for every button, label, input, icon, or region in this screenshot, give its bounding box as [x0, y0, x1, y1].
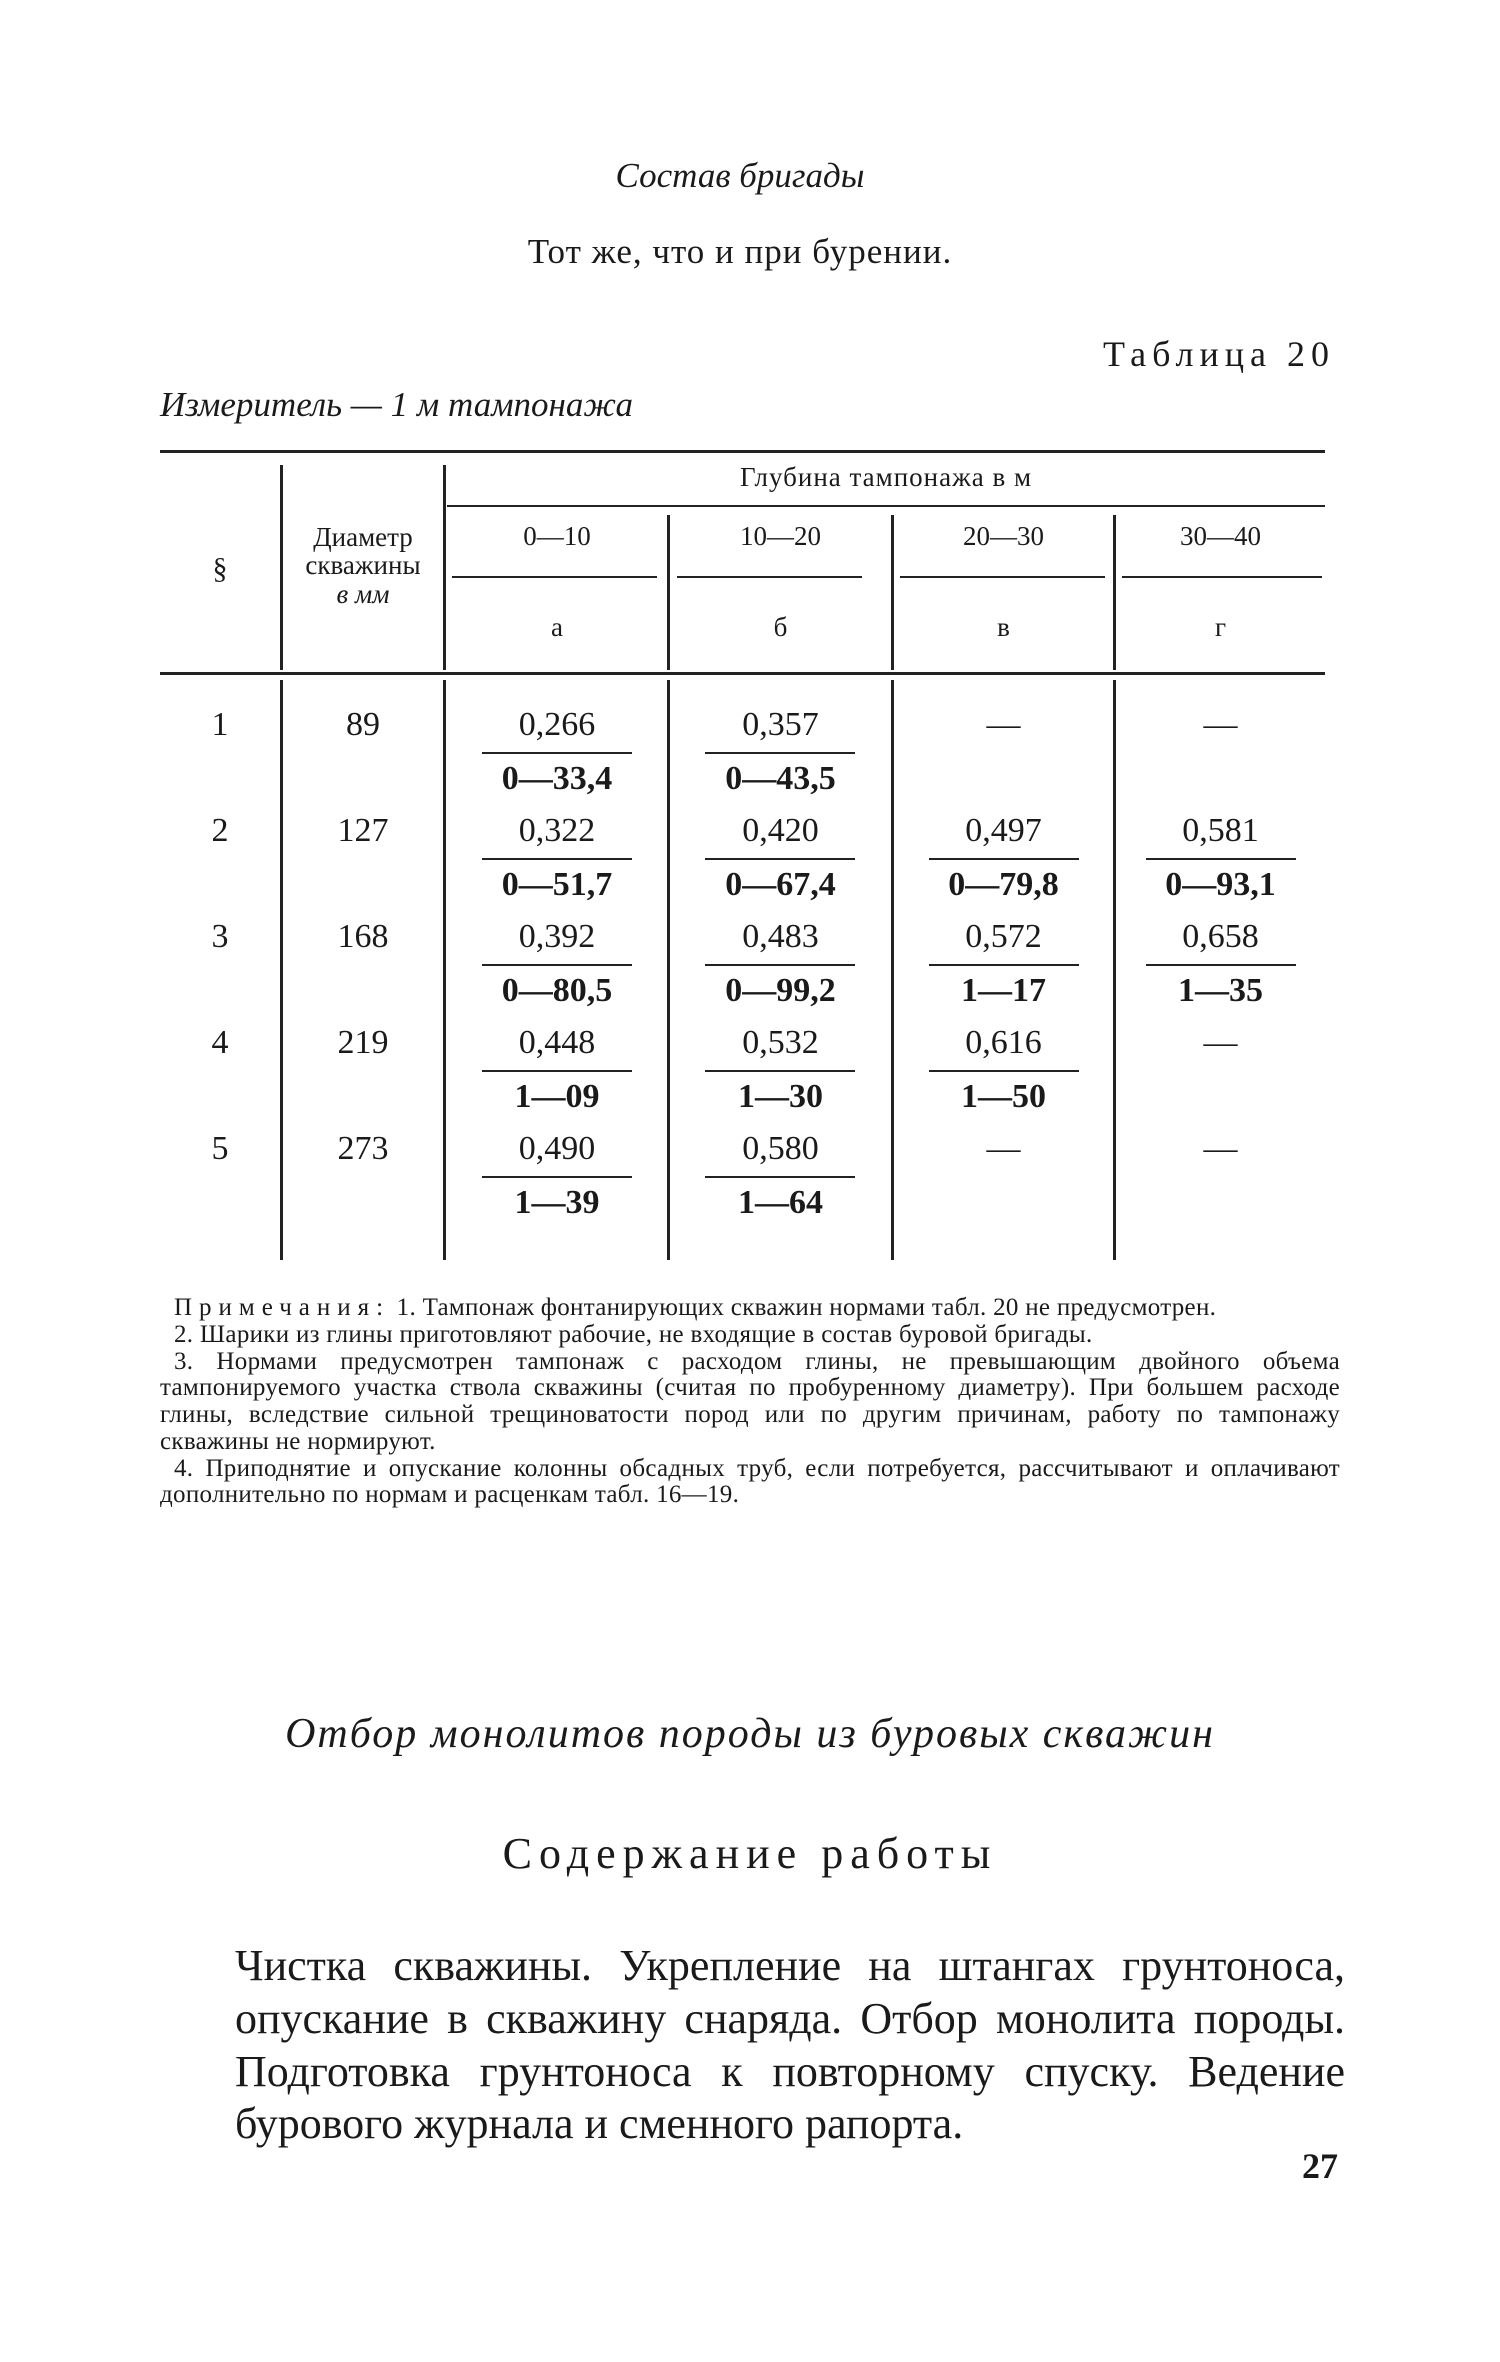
empty-dash: — [1203, 706, 1238, 743]
column-letter: а [551, 612, 563, 642]
fraction-line [482, 964, 632, 966]
norm-value: 0,572 [965, 918, 1042, 955]
range-header: 10—20 [740, 521, 821, 551]
fraction-line [705, 964, 855, 966]
norm-value: 0,581 [1182, 812, 1259, 849]
fraction-line [705, 752, 855, 754]
empty-dash: — [986, 1130, 1021, 1167]
note-2: 2. Шарики из глины приготовляют рабочие, не входящие в состав буровой бригады. [174, 1320, 1093, 1348]
range-header: 30—40 [1180, 521, 1261, 551]
norm-value: 0,580 [742, 1130, 819, 1167]
empty-dash: — [1203, 1130, 1238, 1167]
fraction-line [705, 858, 855, 860]
fraction-line [1146, 964, 1296, 966]
fraction-line [929, 858, 1079, 860]
norm-rate: 0—33,4 [501, 760, 613, 797]
depth-header-rule [447, 505, 1325, 507]
page-number: 27 [1302, 2146, 1338, 2186]
norm-rate: 0—51,7 [501, 866, 613, 903]
col-rule [280, 680, 283, 1260]
norm-rate: 0—93,1 [1165, 866, 1276, 903]
row-number: 5 [211, 1130, 229, 1167]
section-heading: Отбор монолитов породы из буровых скважин [285, 1711, 1215, 1757]
norm-rate: 0—67,4 [725, 866, 836, 903]
col-rule [1113, 680, 1116, 1260]
norm-value: 0,532 [742, 1024, 819, 1061]
unit-label: Измеритель — 1 м тампонажа [160, 385, 634, 424]
row-diameter: 273 [337, 1130, 389, 1167]
row-number: 1 [211, 706, 229, 743]
norm-rate: 1—17 [961, 972, 1046, 1009]
norm-value: 0,616 [965, 1024, 1042, 1061]
fraction-line [705, 1176, 855, 1178]
norm-rate: 0—43,5 [725, 760, 836, 797]
range-header: 0—10 [523, 521, 591, 551]
row-number: 3 [211, 918, 229, 955]
content-text: Чистка скважины. Укрепление на штангах грунтоноса, опускание в скважину снаряда. Отбор монолита породы. Подготовка грунтоноса к повторному спуску. Ведение бурового журнала и сменного рапорта. [235, 1941, 1345, 2149]
norm-rate: 1—50 [961, 1078, 1046, 1115]
fraction-line [482, 1070, 632, 1072]
norm-value: 0,483 [742, 918, 819, 955]
brigade-text: Тот же, что и при бурении. [527, 232, 953, 271]
row-diameter: 219 [337, 1024, 389, 1061]
norm-value: 0,497 [965, 812, 1042, 849]
table-label: Таблица 20 [1103, 334, 1335, 374]
column-letter: г [1214, 612, 1227, 642]
fraction-line [482, 858, 632, 860]
row-diameter: 168 [337, 918, 389, 955]
norm-rate: 1—09 [514, 1078, 600, 1115]
norm-rate: 1—39 [514, 1184, 600, 1221]
norm-value: 0,658 [1182, 918, 1259, 955]
fraction-line [482, 752, 632, 754]
column-letter: б [773, 612, 788, 642]
content-heading: Содержание работы [502, 1829, 998, 1878]
table-notes [160, 1295, 1340, 1509]
range-rule [1122, 576, 1322, 578]
norm-rate: 0—80,5 [501, 972, 613, 1009]
row-diameter: 89 [346, 706, 380, 743]
col-rule [443, 465, 446, 670]
fraction-line [705, 1070, 855, 1072]
brigade-heading: Состав бригады [615, 156, 865, 195]
norm-rate: 1—64 [738, 1184, 823, 1221]
norm-rate: 1—30 [738, 1078, 823, 1115]
diameter-header: Диаметр скважины в мм [305, 522, 421, 609]
fraction-line [1146, 858, 1296, 860]
range-rule [677, 576, 862, 578]
norm-value: 0,448 [518, 1024, 596, 1061]
range-rule [900, 576, 1105, 578]
note-1: Примечания: 1. Тампонаж фонтанирующих скважин нормами табл. 20 не предусмотрен. [174, 1294, 1217, 1321]
row-number: 2 [211, 812, 229, 849]
norm-value: 0,420 [742, 812, 819, 849]
norm-value: 0,392 [518, 918, 596, 955]
norm-value: 0,322 [518, 812, 596, 849]
empty-dash: — [1203, 1024, 1238, 1061]
notes-lead: Примечания: [174, 1294, 391, 1321]
norm-value: 0,357 [742, 706, 819, 743]
col-rule [891, 680, 894, 1260]
fraction-line [482, 1176, 632, 1178]
section-header: § [212, 552, 228, 585]
column-letter: в [997, 612, 1010, 642]
fraction-line [929, 964, 1079, 966]
norm-value: 0,266 [518, 706, 596, 743]
fraction-line [929, 1070, 1079, 1072]
row-number: 4 [211, 1024, 229, 1061]
table-top-rule [160, 450, 1325, 453]
norm-rate: 1—35 [1178, 972, 1263, 1009]
note-3: 3. Нормами предусмотрен тампонаж с расходом глины, не превышающим двойного объема тампонируемого участка ствола скважины (считая по пробуренному диаметру). При большем расходе глины, вследствие сильной трещиноватости пород или по другим причинам, работу по тампонажу скважины не нормируют. [160, 1347, 1340, 1455]
norm-rate: 0—79,8 [948, 866, 1059, 903]
norm-value: 0,490 [518, 1130, 596, 1167]
note-4: 4. Приподнятие и опускание колонны обсадных труб, если потребуется, рассчитывают и оплачивают дополнительно по нормам и расценкам табл. 16—19. [160, 1454, 1340, 1509]
norm-rate: 0—99,2 [725, 972, 836, 1009]
range-header: 20—30 [963, 521, 1044, 551]
header-bottom-rule [160, 672, 1325, 675]
col-rule [443, 680, 446, 1260]
depth-header: Глубина тампонажа в м [739, 462, 1033, 492]
row-diameter: 127 [337, 812, 389, 849]
range-rule [452, 576, 657, 578]
empty-dash: — [986, 706, 1021, 743]
